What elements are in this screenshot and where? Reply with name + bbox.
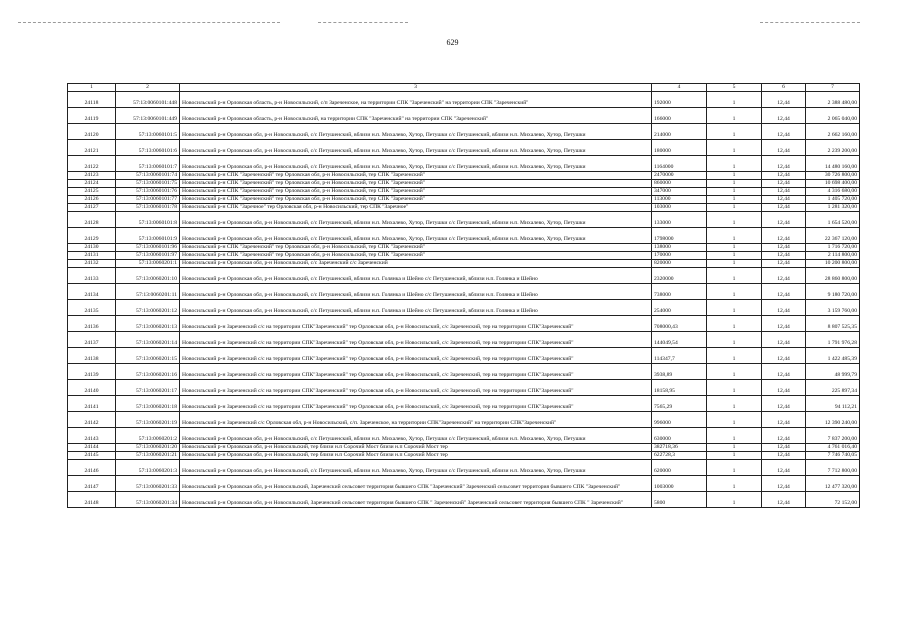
cadastral-number: 57:13:0060201:20 xyxy=(116,444,180,452)
cadastral-number: 57:13:0060201:14 xyxy=(116,332,180,348)
cadastral-number: 57:13:0060101:7 xyxy=(116,156,180,172)
scan-artifact-line xyxy=(318,22,408,23)
cadastral-number: 57:13:0060201:34 xyxy=(116,492,180,508)
cadastral-value: 72 152,00 xyxy=(806,492,860,508)
address-description: Новосильский р-н Зареченский с/с на территории СПК"Зареченский" тер Орловская обл, р-н Новосильский, с/с Зареченский, тер на территории СПК"Зареченский" xyxy=(180,364,652,380)
table-row xyxy=(68,108,860,124)
area-value: 347000 xyxy=(652,188,707,196)
column-header: 5 xyxy=(707,84,762,92)
address-description: Новосильский р-н Орловская обл, р-н Новосильский, с/с Петушенский, вблизи н.п. Михалево, Хутор, Петушки с/с Петушенский, вблизи н.п. Михалево, Хутор, Петушки xyxy=(180,212,652,228)
row-number: 24140 xyxy=(68,380,116,396)
rate-value: 12,44 xyxy=(762,260,806,268)
area-value: 3938,89 xyxy=(652,364,707,380)
rate-value: 12,44 xyxy=(762,380,806,396)
table-header-row xyxy=(68,84,860,92)
area-value: 2320000 xyxy=(652,268,707,284)
cadastral-value: 2 065 040,00 xyxy=(806,108,860,124)
cadastral-number: 57:13:0060201:18 xyxy=(116,396,180,412)
address-description: Новосильский р-н Орловская обл, р-н Новосильский, тер близи н.п Сорочий Мост близи н.п Сорочий Мост тер xyxy=(180,444,652,452)
rate-value: 12,44 xyxy=(762,348,806,364)
cadastral-number: 57:13:0060101:8 xyxy=(116,212,180,228)
cadastral-value: 7 746 740,05 xyxy=(806,452,860,460)
table-row xyxy=(68,428,860,444)
coefficient-value: 1 xyxy=(707,252,762,260)
address-description: Новосильский р-н СПК "Зареченский" тер Орловская обл, р-н Новосильский, тер СПК "Зареченский" xyxy=(180,196,652,204)
address-description: Новосильский р-н Орловская обл, р-н Новосильский, с/с Петушенский, вблизи н.п. Михалево, Хутор, Петушки с/с Петушенский, вблизи н.п. Михалево, Хутор, Петушки xyxy=(180,156,652,172)
area-value: 738000 xyxy=(652,284,707,300)
area-value: 214000 xyxy=(652,124,707,140)
coefficient-value: 1 xyxy=(707,268,762,284)
coefficient-value: 1 xyxy=(707,412,762,428)
table-row xyxy=(68,476,860,492)
rate-value: 12,44 xyxy=(762,300,806,316)
table-row xyxy=(68,156,860,172)
cadastral-value: 12 477 320,00 xyxy=(806,476,860,492)
table-row xyxy=(68,228,860,244)
cadastral-value: 2 662 160,00 xyxy=(806,124,860,140)
cadastral-number: 57:13:0060201:16 xyxy=(116,364,180,380)
rate-value: 12,44 xyxy=(762,212,806,228)
rate-value: 12,44 xyxy=(762,140,806,156)
table-row xyxy=(68,140,860,156)
cadastral-value: 7 712 800,00 xyxy=(806,460,860,476)
land-registry-table xyxy=(67,83,860,508)
area-value: 254000 xyxy=(652,300,707,316)
coefficient-value: 1 xyxy=(707,428,762,444)
table-row xyxy=(68,460,860,476)
cadastral-number: 57:13:0060201:15 xyxy=(116,348,180,364)
coefficient-value: 1 xyxy=(707,172,762,180)
coefficient-value: 1 xyxy=(707,108,762,124)
row-number: 24136 xyxy=(68,316,116,332)
cadastral-value: 1 716 720,00 xyxy=(806,244,860,252)
table-row xyxy=(68,300,860,316)
cadastral-value: 1 405 720,00 xyxy=(806,196,860,204)
row-number: 24148 xyxy=(68,492,116,508)
rate-value: 12,44 xyxy=(762,444,806,452)
rate-value: 12,44 xyxy=(762,316,806,332)
coefficient-value: 1 xyxy=(707,92,762,108)
address-description: Новосильский р-н Зареченский с/с на территории СПК"Зареченский" тер Орловская обл, р-н Новосильский, с/с Зареченский, тер на территории СПК"Зареченский" xyxy=(180,380,652,396)
coefficient-value: 1 xyxy=(707,196,762,204)
scan-artifact-line xyxy=(760,22,860,23)
cadastral-value: 22 367 120,00 xyxy=(806,228,860,244)
address-description: Новосильский р-н СПК "Зареченский" тер Орловская обл, р-н Новосильский, тер СПК "Зареченский" xyxy=(180,252,652,260)
coefficient-value: 1 xyxy=(707,228,762,244)
cadastral-number: 57:13:0060201:1 xyxy=(116,260,180,268)
cadastral-number: 57:13:0060201:17 xyxy=(116,380,180,396)
cadastral-value: 4 761 016,40 xyxy=(806,444,860,452)
address-description: Новосильский р-н Орловская обл, р-н Новосильский, с/с Петушенский, вблизи н.п. Михалево, Хутор, Петушки с/с Петушенский, вблизи н.п. Михалево, Хутор, Петушки xyxy=(180,228,652,244)
address-description: Новосильский р-н СПК "Зареченский" тер Орловская обл, р-н Новосильский, тер СПК "Зареченский" xyxy=(180,188,652,196)
coefficient-value: 1 xyxy=(707,180,762,188)
area-value: 170000 xyxy=(652,252,707,260)
cadastral-value: 2 239 200,00 xyxy=(806,140,860,156)
row-number: 24120 xyxy=(68,124,116,140)
coefficient-value: 1 xyxy=(707,212,762,228)
rate-value: 12,44 xyxy=(762,428,806,444)
cadastral-number: 57:13:0060201:2 xyxy=(116,428,180,444)
cadastral-value: 1 654 520,00 xyxy=(806,212,860,228)
area-value: 133000 xyxy=(652,212,707,228)
area-value: 114347,7 xyxy=(652,348,707,364)
row-number: 24142 xyxy=(68,412,116,428)
cadastral-number: 57:13:0060201:21 xyxy=(116,452,180,460)
row-number: 24141 xyxy=(68,396,116,412)
rate-value: 12,44 xyxy=(762,156,806,172)
table-row xyxy=(68,212,860,228)
row-number: 24132 xyxy=(68,260,116,268)
cadastral-value: 225 897,34 xyxy=(806,380,860,396)
address-description: Новосильский р-н Орловская обл, р-н Новосильский, с/с Петушенский, вблизи н.п. Михалево, Хутор, Петушки с/с Петушенский, вблизи н.п. Михалево, Хутор, Петушки xyxy=(180,460,652,476)
column-header: 3 xyxy=(180,84,652,92)
coefficient-value: 1 xyxy=(707,156,762,172)
column-header: 4 xyxy=(652,84,707,92)
row-number: 24133 xyxy=(68,268,116,284)
rate-value: 12,44 xyxy=(762,108,806,124)
area-value: 5800 xyxy=(652,492,707,508)
coefficient-value: 1 xyxy=(707,452,762,460)
address-description: Новосильский р-н Орловская обл, р-н Новосильский, с/с Петушенский, вблизи н.п. Голянка и Шейно с/с Петушенский, вблизи н.п. Голянка и Шейно xyxy=(180,268,652,284)
coefficient-value: 1 xyxy=(707,364,762,380)
rate-value: 12,44 xyxy=(762,396,806,412)
table-row xyxy=(68,188,860,196)
table-row xyxy=(68,316,860,332)
rate-value: 12,44 xyxy=(762,180,806,188)
area-value: 1164000 xyxy=(652,156,707,172)
coefficient-value: 1 xyxy=(707,444,762,452)
cadastral-value: 2 114 800,00 xyxy=(806,252,860,260)
cadastral-value: 14 480 160,00 xyxy=(806,156,860,172)
row-number: 24118 xyxy=(68,92,116,108)
table-row xyxy=(68,204,860,212)
address-description: Новосильский р-н Зареченский с/с на территории СПК"Зареченский" тер Орловская обл, р-н Новосильский, с/с Зареченский, тер на территории СПК"Зареченский" xyxy=(180,396,652,412)
rate-value: 12,44 xyxy=(762,460,806,476)
area-value: 622728,3 xyxy=(652,452,707,460)
table-row xyxy=(68,252,860,260)
column-header: 6 xyxy=(762,84,806,92)
address-description: Новосильский р-н Зареченский с/с на территории СПК"Зареченский" тер Орловская обл, р-н Новосильский, с/с Зареченский, тер на территории СПК"Зареченский" xyxy=(180,348,652,364)
row-number: 24128 xyxy=(68,212,116,228)
address-description: Новосильский р-н СПК "Зареченский" тер Орловская обл, р-н Новосильский, тер СПК "Зареченский" xyxy=(180,180,652,188)
coefficient-value: 1 xyxy=(707,380,762,396)
cadastral-value: 1 281 320,00 xyxy=(806,204,860,212)
cadastral-value: 10 200 800,00 xyxy=(806,260,860,268)
cadastral-number: 57:13:0060101:75 xyxy=(116,180,180,188)
rate-value: 12,44 xyxy=(762,252,806,260)
cadastral-value: 48 999,79 xyxy=(806,364,860,380)
coefficient-value: 1 xyxy=(707,300,762,316)
row-number: 24146 xyxy=(68,460,116,476)
cadastral-number: 57:13:0060101:448 xyxy=(116,92,180,108)
row-number: 24121 xyxy=(68,140,116,156)
rate-value: 12,44 xyxy=(762,204,806,212)
rate-value: 12,44 xyxy=(762,92,806,108)
cadastral-number: 57:13:0060101:97 xyxy=(116,252,180,260)
row-number: 24126 xyxy=(68,196,116,204)
area-value: 138000 xyxy=(652,244,707,252)
cadastral-value: 9 180 720,00 xyxy=(806,284,860,300)
column-header: 7 xyxy=(806,84,860,92)
cadastral-value: 1 791 976,28 xyxy=(806,332,860,348)
row-number: 24129 xyxy=(68,228,116,244)
address-description: Новосильский р-н Зареченский с/с на территории СПК"Зареченский" тер Орловская обл, р-н Новосильский, с/с Зареченский, тер на территории СПК"Зареченский" xyxy=(180,316,652,332)
row-number: 24134 xyxy=(68,284,116,300)
cadastral-number: 57:13:0060201:10 xyxy=(116,268,180,284)
cadastral-value: 1 422 485,39 xyxy=(806,348,860,364)
cadastral-number: 57:13:0060201:13 xyxy=(116,316,180,332)
table-row xyxy=(68,348,860,364)
cadastral-number: 57:13:0060201:19 xyxy=(116,412,180,428)
table-row xyxy=(68,452,860,460)
table-row xyxy=(68,196,860,204)
area-value: 166000 xyxy=(652,108,707,124)
cadastral-number: 57:13:0060101:6 xyxy=(116,140,180,156)
rate-value: 12,44 xyxy=(762,172,806,180)
row-number: 24124 xyxy=(68,180,116,188)
scan-artifact-line xyxy=(18,22,280,23)
coefficient-value: 1 xyxy=(707,476,762,492)
cadastral-number: 57:13:0060101:9 xyxy=(116,228,180,244)
area-value: 382718,36 xyxy=(652,444,707,452)
rate-value: 12,44 xyxy=(762,228,806,244)
table-row xyxy=(68,180,860,188)
row-number: 24131 xyxy=(68,252,116,260)
rate-value: 12,44 xyxy=(762,412,806,428)
rate-value: 12,44 xyxy=(762,332,806,348)
rate-value: 12,44 xyxy=(762,268,806,284)
table-row xyxy=(68,284,860,300)
cadastral-value: 7 837 200,00 xyxy=(806,428,860,444)
address-description: Новосильский р-н СПК "Заречное" тер Орловская обл, р-н Новосильский, тер СПК "Заречное" xyxy=(180,204,652,212)
table-row xyxy=(68,396,860,412)
rate-value: 12,44 xyxy=(762,452,806,460)
area-value: 1003000 xyxy=(652,476,707,492)
cadastral-value: 28 860 800,00 xyxy=(806,268,860,284)
cadastral-number: 57:13:0060101:74 xyxy=(116,172,180,180)
rate-value: 12,44 xyxy=(762,476,806,492)
address-description: Новосильский р-н Зареченский с/с на территории СПК"Зареченский" тер Орловская обл, р-н Новосильский, с/с Зареченский, тер на территории СПК"Зареченский" xyxy=(180,332,652,348)
cadastral-number: 57:13:0060101:5 xyxy=(116,124,180,140)
column-header: 2 xyxy=(116,84,180,92)
rate-value: 12,44 xyxy=(762,124,806,140)
cadastral-value: 10 698 400,00 xyxy=(806,180,860,188)
coefficient-value: 1 xyxy=(707,492,762,508)
table-row xyxy=(68,412,860,428)
rate-value: 12,44 xyxy=(762,284,806,300)
area-value: 18158,95 xyxy=(652,380,707,396)
cadastral-value: 30 726 800,00 xyxy=(806,172,860,180)
table-row xyxy=(68,260,860,268)
row-number: 24122 xyxy=(68,156,116,172)
row-number: 24145 xyxy=(68,452,116,460)
address-description: Новосильский р-н Орловская обл, р-н Новосильский, с/с Петушенский, вблизи н.п. Михалево, Хутор, Петушки с/с Петушенский, вблизи н.п. Михалево, Хутор, Петушки xyxy=(180,124,652,140)
cadastral-number: 57:13:0060101:77 xyxy=(116,196,180,204)
address-description: Новосильский р-н Орловская обл, р-н Новосильский, с/с Петушенский, вблизи н.п. Голянка и Шейно с/с Петушенский, вблизи н.п. Голянка и Шейно xyxy=(180,300,652,316)
table-row xyxy=(68,364,860,380)
row-number: 24144 xyxy=(68,444,116,452)
cadastral-value: 94 112,21 xyxy=(806,396,860,412)
address-description: Новосильский р-н Орловская обл, р-н Новосильский, с/с Петушенский, вблизи н.п. Михалево, Хутор, Петушки с/с Петушенский, вблизи н.п. Михалево, Хутор, Петушки xyxy=(180,140,652,156)
row-number: 24135 xyxy=(68,300,116,316)
address-description: Новосильский р-н Орловская область, р-н Новосильский, с/п Зареченское, на территории СПК "Зареченский" на территории СПК "Зареченский" xyxy=(180,92,652,108)
rate-value: 12,44 xyxy=(762,364,806,380)
cadastral-number: 57:13:0060201:12 xyxy=(116,300,180,316)
area-value: 820000 xyxy=(652,260,707,268)
address-description: Новосильский р-н Орловская обл, р-н Новосильский, тер близи н.п Сорочий Мост близи н.п Сорочий Мост тер xyxy=(180,452,652,460)
coefficient-value: 1 xyxy=(707,284,762,300)
coefficient-value: 1 xyxy=(707,348,762,364)
area-value: 630000 xyxy=(652,428,707,444)
area-value: 180000 xyxy=(652,140,707,156)
coefficient-value: 1 xyxy=(707,188,762,196)
rate-value: 12,44 xyxy=(762,188,806,196)
coefficient-value: 1 xyxy=(707,140,762,156)
row-number: 24123 xyxy=(68,172,116,180)
address-description: Новосильский р-н Орловская обл, р-н Новосильский, с/с Петушенский, вблизи н.п. Голянка и Шейно с/с Петушенский, вблизи н.п. Голянка и Шейно xyxy=(180,284,652,300)
row-number: 24127 xyxy=(68,204,116,212)
row-number: 24130 xyxy=(68,244,116,252)
address-description: Новосильский р-н Орловская обл, р-н Новосильский, с/с Петушенский, вблизи н.п. Михалево, Хутор, Петушки с/с Петушенский, вблизи н.п. Михалево, Хутор, Петушки xyxy=(180,428,652,444)
row-number: 24119 xyxy=(68,108,116,124)
column-header: 1 xyxy=(68,84,116,92)
cadastral-value: 2 388 480,00 xyxy=(806,92,860,108)
coefficient-value: 1 xyxy=(707,332,762,348)
area-value: 708000,43 xyxy=(652,316,707,332)
coefficient-value: 1 xyxy=(707,124,762,140)
row-number: 24147 xyxy=(68,476,116,492)
address-description: Новосильский р-н Орловская обл, р-н Новосильский, Зареченский сельсовет территория бывшего СПК "Зареченский" Зареченский сельсовет территория бывшего СПК "Зареченский" xyxy=(180,476,652,492)
area-value: 144049,54 xyxy=(652,332,707,348)
table-row xyxy=(68,332,860,348)
cadastral-number: 57:13:0060101:449 xyxy=(116,108,180,124)
area-value: 1798000 xyxy=(652,228,707,244)
rate-value: 12,44 xyxy=(762,196,806,204)
coefficient-value: 1 xyxy=(707,204,762,212)
cadastral-number: 57:13:0060201:3 xyxy=(116,460,180,476)
area-value: 2470000 xyxy=(652,172,707,180)
row-number: 24143 xyxy=(68,428,116,444)
address-description: Новосильский р-н Орловская обл, р-н Новосильский, с/с Зареченский с/с Зареченский xyxy=(180,260,652,268)
cadastral-number: 57:13:0060101:78 xyxy=(116,204,180,212)
table-row xyxy=(68,124,860,140)
rate-value: 12,44 xyxy=(762,492,806,508)
area-value: 620000 xyxy=(652,460,707,476)
address-description: Новосильский р-н Орловская обл, р-н Новосильский, Зареченский сельсовет территория бывшего СПК " Зареченский" Зареченский сельсовет территория бывшего СПК " Зареченский" xyxy=(180,492,652,508)
address-description: Новосильский р-н Зареченский с/с Орловская обл, р-н Новосильский, с/п. Зареченское, на территории СПК"Зареченский" на территории СПК"Зареченский" xyxy=(180,412,652,428)
cadastral-number: 57:13:0060101:96 xyxy=(116,244,180,252)
rate-value: 12,44 xyxy=(762,244,806,252)
area-value: 103000 xyxy=(652,204,707,212)
table-row xyxy=(68,492,860,508)
cadastral-value: 12 390 240,00 xyxy=(806,412,860,428)
coefficient-value: 1 xyxy=(707,316,762,332)
page-number: 629 xyxy=(446,38,459,47)
table-row xyxy=(68,268,860,284)
coefficient-value: 1 xyxy=(707,260,762,268)
row-number: 24138 xyxy=(68,348,116,364)
table-row xyxy=(68,380,860,396)
coefficient-value: 1 xyxy=(707,396,762,412)
table-row xyxy=(68,244,860,252)
cadastral-number: 57:13:0060201:33 xyxy=(116,476,180,492)
address-description: Новосильский р-н Орловская область, р-н Новосильский, на территории СПК "Зареченский" на территории СПК "Зареченский" xyxy=(180,108,652,124)
area-value: 996000 xyxy=(652,412,707,428)
row-number: 24137 xyxy=(68,332,116,348)
table-row xyxy=(68,444,860,452)
coefficient-value: 1 xyxy=(707,244,762,252)
table-row xyxy=(68,92,860,108)
row-number: 24139 xyxy=(68,364,116,380)
cadastral-number: 57:13:0060101:76 xyxy=(116,188,180,196)
cadastral-number: 57:13:0060201:11 xyxy=(116,284,180,300)
area-value: 860000 xyxy=(652,180,707,188)
table-row xyxy=(68,172,860,180)
area-value: 7565,29 xyxy=(652,396,707,412)
cadastral-value: 3 159 760,00 xyxy=(806,300,860,316)
address-description: Новосильский р-н СПК "Зареченский" тер Орловская обл, р-н Новосильский, тер СПК "Зареченский" xyxy=(180,172,652,180)
address-description: Новосильский р-н СПК "Зареченский" тер Орловская обл, р-н Новосильский, тер СПК "Зареченский" xyxy=(180,244,652,252)
coefficient-value: 1 xyxy=(707,460,762,476)
area-value: 192000 xyxy=(652,92,707,108)
cadastral-value: 8 807 525,35 xyxy=(806,316,860,332)
cadastral-value: 4 316 680,00 xyxy=(806,188,860,196)
row-number: 24125 xyxy=(68,188,116,196)
area-value: 113000 xyxy=(652,196,707,204)
